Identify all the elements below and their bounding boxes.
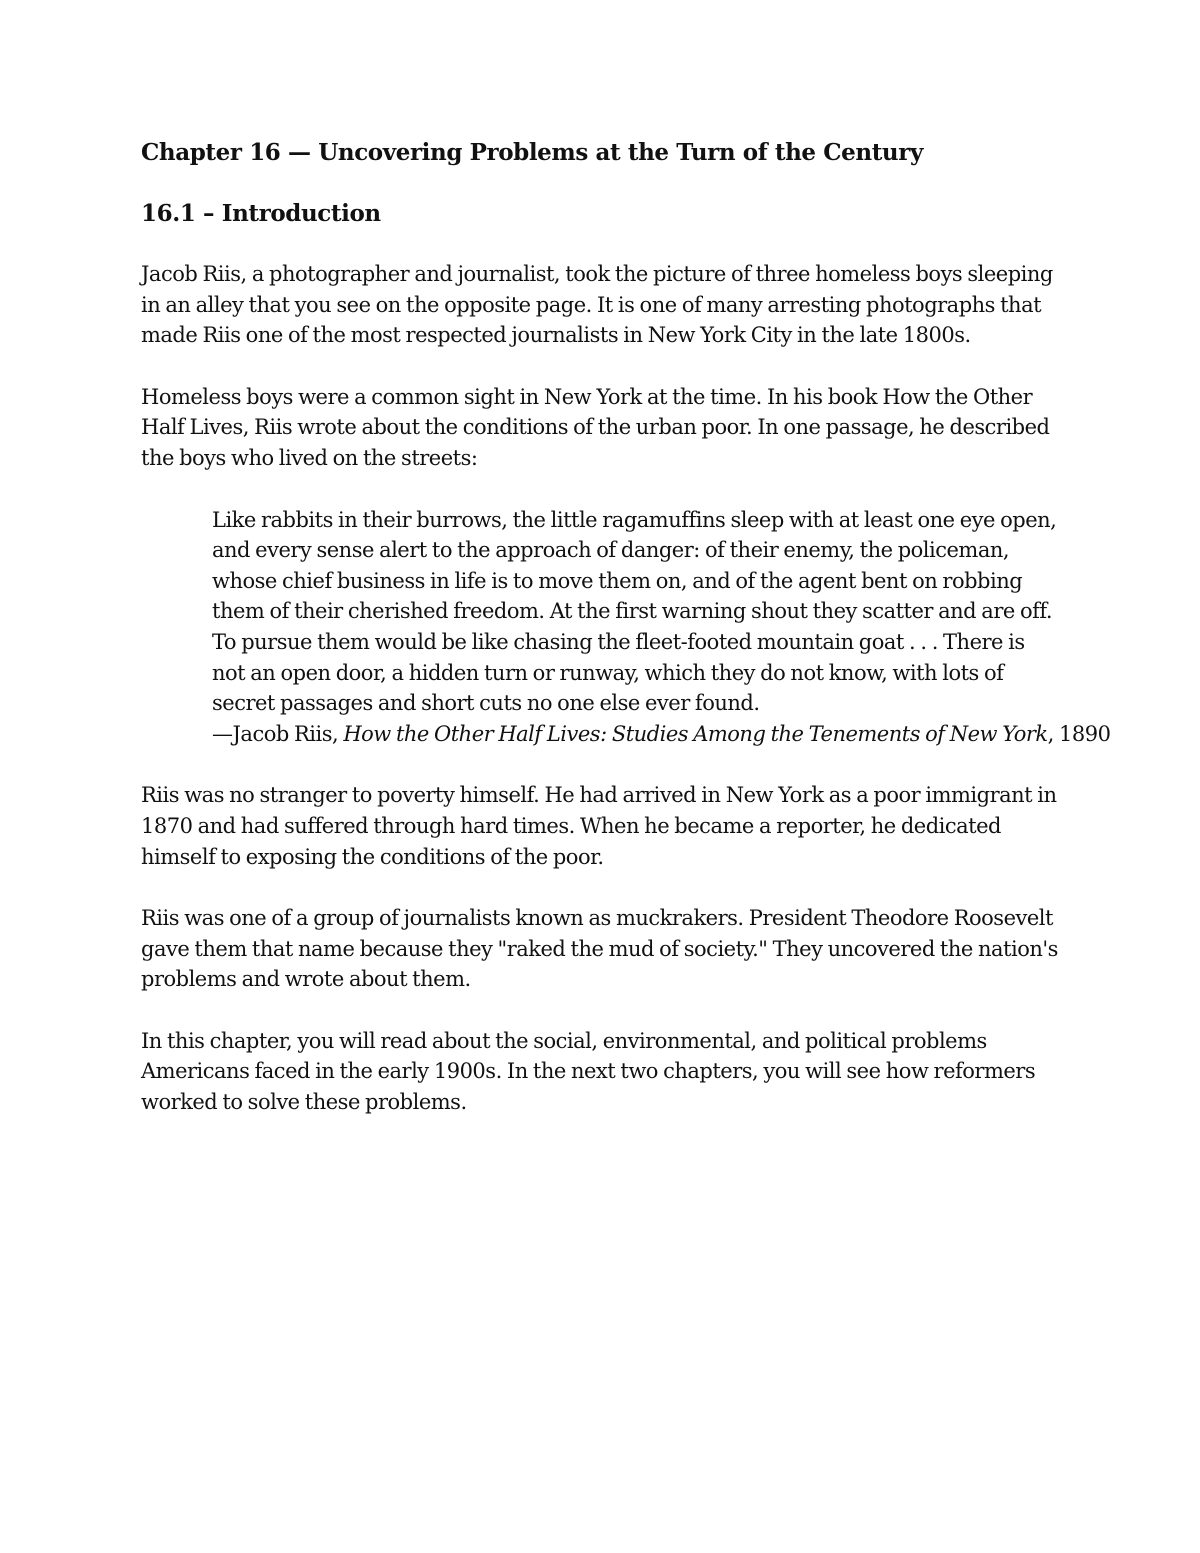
attribution-prefix: —Jacob Riis, [212,721,344,746]
document-body [141,137,1111,1149]
homeless-boys-paragraph: Homeless boys were a common sight in New York at the time. In his book How the Other Half Lives, Riis wrote about the conditions of the urban poor. In one passage, he described the boys who lived on the streets: [141,384,1050,470]
riis-quote: Like rabbits in their burrows, the little ragamuffins sleep with at least one eye open, and every sense alert to the approach of danger: of their enemy, the policeman, whose chief business in life is to move them on, and of the agent bent on robbing them of their cherished freedom. At the first warning shout they scatter and are off. To pursue them would be like chasing the fleet-footed mountain goat . . . There is not an open door, a hidden turn or runway, which they do not know, with lots of secret passages and short cuts no one else ever found. [212,507,1057,716]
section-title: 16.1 – Introduction [141,200,381,227]
poverty-paragraph: Riis was no stranger to poverty himself. He had arrived in New York as a poor immigrant in 1870 and had suffered through hard times. When he became a reporter, he dedicated himself to exposing the conditions of the poor. [141,783,1057,869]
quote-attribution [212,719,1134,750]
chapter-title: Chapter 16 — Uncovering Problems at the Turn of the Century [141,139,923,166]
attribution-book-title: How the Other Half Lives: Studies Among the Tenements of New York [343,721,1048,746]
attribution-year: , 1890 [1047,721,1111,746]
muckrakers-paragraph: Riis was one of a group of journalists known as muckrakers. President Theodore Roosevelt gave them that name because they "raked the mud of society." They uncovered the nation's problems and wrote about them. [141,906,1058,992]
intro-paragraph: Jacob Riis, a photographer and journalist, took the picture of three homeless boys sleeping in an alley that you see on the opposite page. It is one of many arresting photographs that made Riis one of the most respected journalists in New York City in the late 1800s. [141,262,1053,348]
chapter-preview-paragraph: In this chapter, you will read about the social, environmental, and political problems Americans faced in the early 1900s. In the next two chapters, you will see how reformers worked to solve these problems. [141,1028,1036,1115]
